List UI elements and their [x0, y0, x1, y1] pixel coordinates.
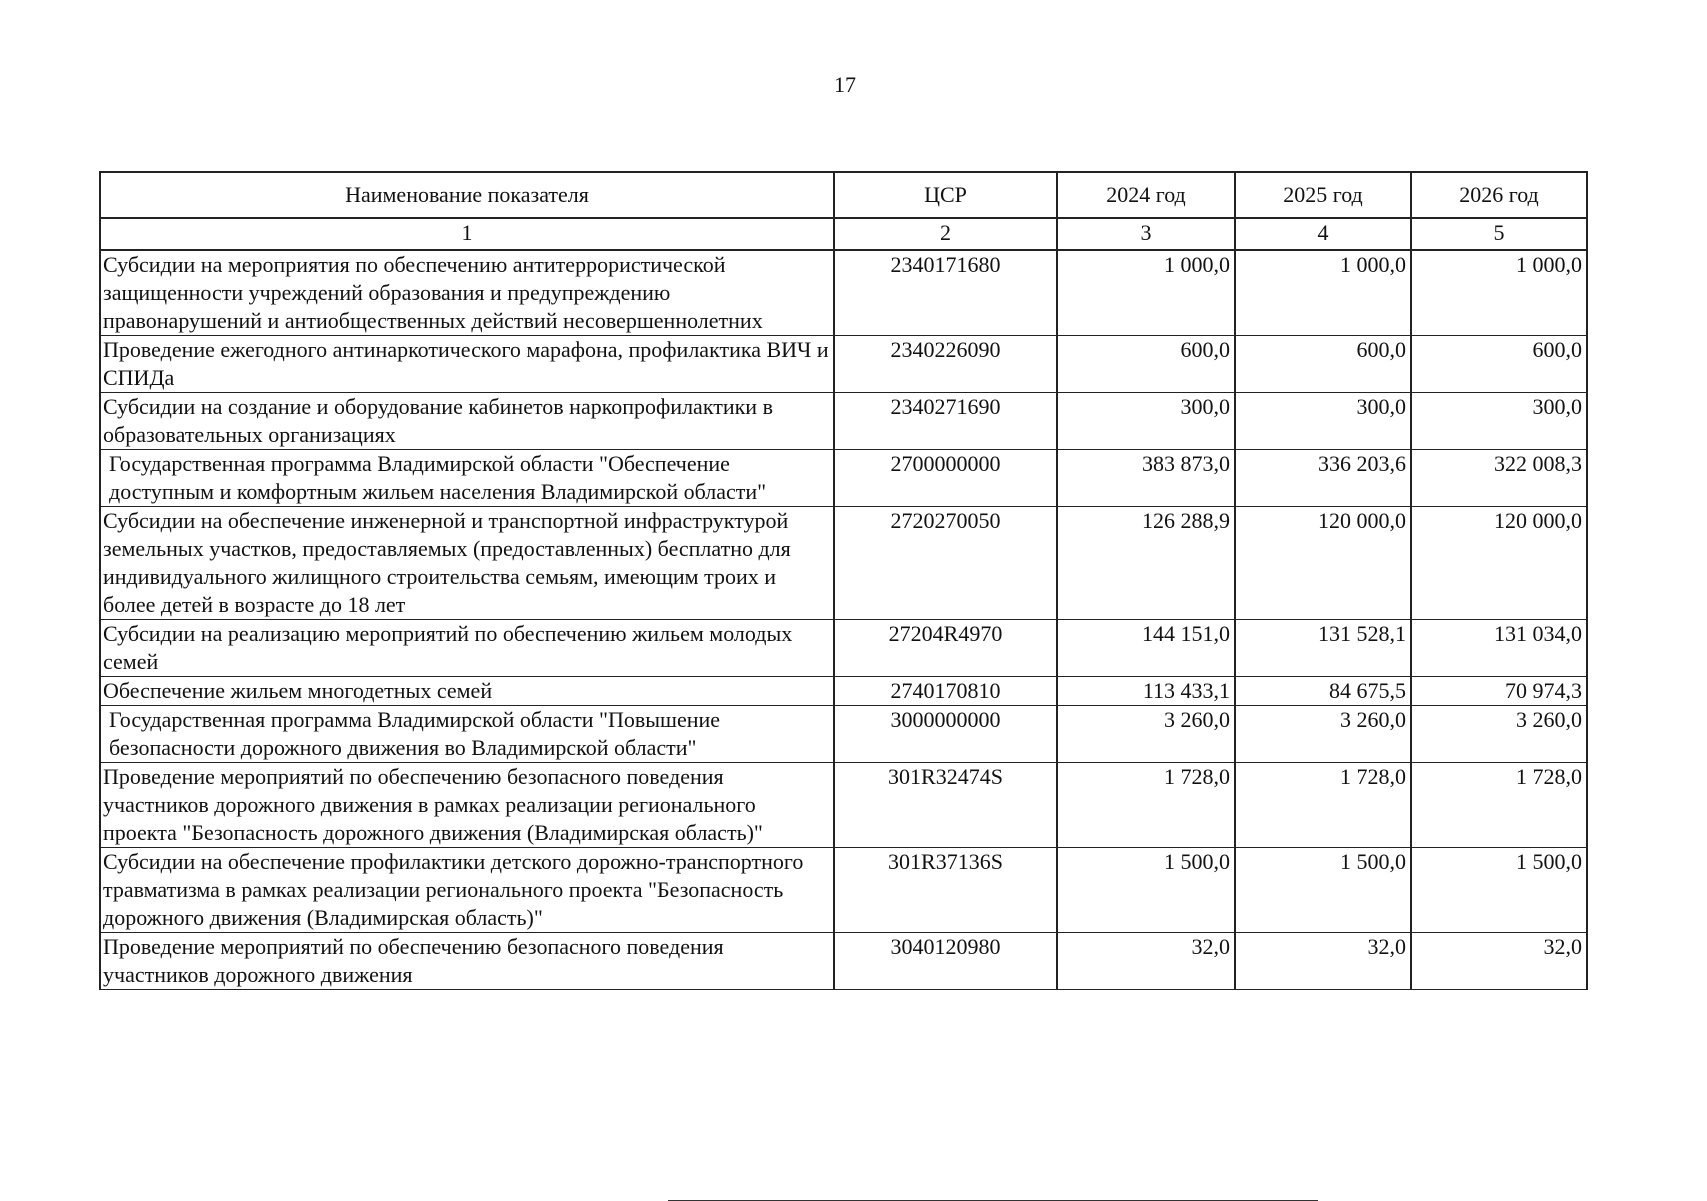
value-2025: 300,0 [1235, 393, 1411, 450]
table-row [100, 706, 1587, 763]
column-number: 1 [100, 218, 834, 250]
indicator-name: Субсидии на обеспечение инженерной и транспортной инфраструктурой земельных участков, предоставляемых (предоставленных) бесплатно для индивидуального жилищного строительства семьям, имеющим троих и более детей в возрасте до 18 лет [100, 507, 834, 620]
csr-code: 2740170810 [834, 677, 1057, 706]
value-2024: 383 873,0 [1057, 450, 1235, 507]
csr-code: 2340271690 [834, 393, 1057, 450]
indicator-name: Государственная программа Владимирской области "Обеспечение доступным и комфортным жильем населения Владимирской области" [100, 450, 834, 507]
value-2025: 120 000,0 [1235, 507, 1411, 620]
value-2024: 32,0 [1057, 933, 1235, 990]
column-number-row [100, 218, 1587, 250]
value-2024: 1 728,0 [1057, 763, 1235, 848]
column-number: 2 [834, 218, 1057, 250]
value-2025: 1 728,0 [1235, 763, 1411, 848]
csr-code: 3000000000 [834, 706, 1057, 763]
value-2026: 70 974,3 [1411, 677, 1587, 706]
indicator-name: Субсидии на мероприятия по обеспечению антитеррористической защищенности учреждений образования и предупреждению правонарушений и антиобщественных действий несовершеннолетних [100, 250, 834, 336]
value-2025: 32,0 [1235, 933, 1411, 990]
value-2025: 131 528,1 [1235, 620, 1411, 677]
value-2026: 120 000,0 [1411, 507, 1587, 620]
column-number: 3 [1057, 218, 1235, 250]
column-number: 4 [1235, 218, 1411, 250]
value-2026: 600,0 [1411, 336, 1587, 393]
value-2025: 336 203,6 [1235, 450, 1411, 507]
budget-table [99, 171, 1588, 990]
csr-code: 2340226090 [834, 336, 1057, 393]
table-row [100, 450, 1587, 507]
value-2026: 3 260,0 [1411, 706, 1587, 763]
value-2026: 300,0 [1411, 393, 1587, 450]
table-header-row [100, 172, 1587, 218]
value-2026: 1 500,0 [1411, 848, 1587, 933]
indicator-name: Проведение ежегодного антинаркотического марафона, профилактика ВИЧ и СПИДа [100, 336, 834, 393]
table-row [100, 250, 1587, 336]
header-year-2026: 2026 год [1411, 172, 1587, 218]
header-csr: ЦСР [834, 172, 1057, 218]
csr-code: 3040120980 [834, 933, 1057, 990]
indicator-name: Проведение мероприятий по обеспечению безопасного поведения участников дорожного движения [100, 933, 834, 990]
table-row [100, 507, 1587, 620]
table-row [100, 763, 1587, 848]
indicator-name: Обеспечение жильем многодетных семей [100, 677, 834, 706]
table-row [100, 677, 1587, 706]
header-year-2024: 2024 год [1057, 172, 1235, 218]
value-2024: 1 000,0 [1057, 250, 1235, 336]
csr-code: 2720270050 [834, 507, 1057, 620]
value-2024: 1 500,0 [1057, 848, 1235, 933]
indicator-name: Субсидии на обеспечение профилактики детского дорожно-транспортного травматизма в рамках реализации регионального проекта "Безопасность дорожного движения (Владимирская область)" [100, 848, 834, 933]
value-2025: 1 000,0 [1235, 250, 1411, 336]
indicator-name: Государственная программа Владимирской области "Повышение безопасности дорожного движения во Владимирской области" [100, 706, 834, 763]
column-number: 5 [1411, 218, 1587, 250]
value-2026: 1 728,0 [1411, 763, 1587, 848]
value-2025: 600,0 [1235, 336, 1411, 393]
header-indicator-name: Наименование показателя [100, 172, 834, 218]
table-row [100, 393, 1587, 450]
header-year-2025: 2025 год [1235, 172, 1411, 218]
csr-code: 301R37136S [834, 848, 1057, 933]
table-row [100, 336, 1587, 393]
value-2024: 300,0 [1057, 393, 1235, 450]
value-2025: 1 500,0 [1235, 848, 1411, 933]
indicator-name: Субсидии на создание и оборудование кабинетов наркопрофилактики в образовательных организациях [100, 393, 834, 450]
indicator-name: Субсидии на реализацию мероприятий по обеспечению жильем молодых семей [100, 620, 834, 677]
value-2026: 322 008,3 [1411, 450, 1587, 507]
table-row [100, 848, 1587, 933]
value-2024: 144 151,0 [1057, 620, 1235, 677]
value-2024: 113 433,1 [1057, 677, 1235, 706]
value-2026: 131 034,0 [1411, 620, 1587, 677]
csr-code: 27204R4970 [834, 620, 1057, 677]
table-row [100, 620, 1587, 677]
csr-code: 2340171680 [834, 250, 1057, 336]
csr-code: 301R32474S [834, 763, 1057, 848]
value-2024: 3 260,0 [1057, 706, 1235, 763]
csr-code: 2700000000 [834, 450, 1057, 507]
table-row [100, 933, 1587, 990]
value-2024: 600,0 [1057, 336, 1235, 393]
page-number: 17 [834, 72, 856, 97]
value-2026: 1 000,0 [1411, 250, 1587, 336]
indicator-name: Проведение мероприятий по обеспечению безопасного поведения участников дорожного движения в рамках реализации регионального проекта "Безопасность дорожного движения (Владимирская область)" [100, 763, 834, 848]
value-2025: 84 675,5 [1235, 677, 1411, 706]
value-2024: 126 288,9 [1057, 507, 1235, 620]
value-2026: 32,0 [1411, 933, 1587, 990]
value-2025: 3 260,0 [1235, 706, 1411, 763]
